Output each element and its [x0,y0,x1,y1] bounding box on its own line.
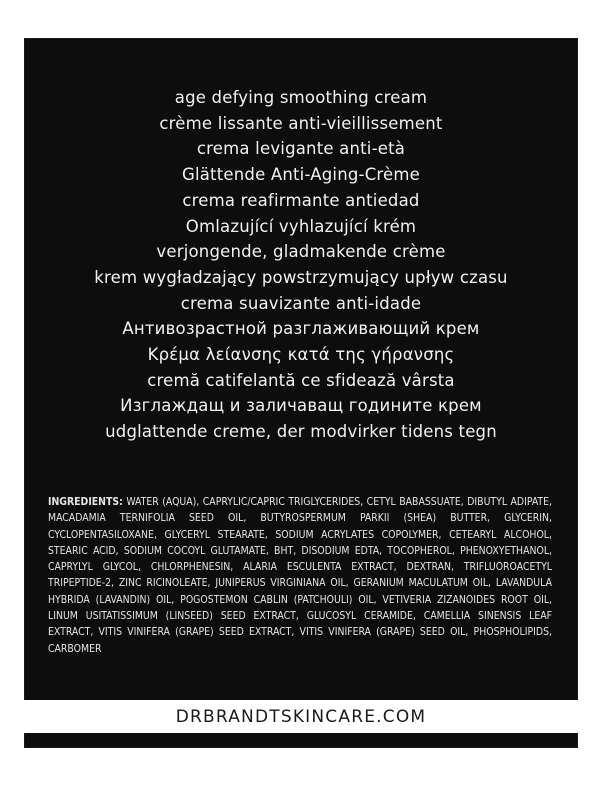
product-name-fr: crème lissante anti-vieillissement [159,113,443,133]
product-name-pl: krem wygładzający powstrzymujący upływ czasu [94,267,508,287]
product-name-pt: crema suavizante anti-idade [180,293,422,313]
ingredients-label: INGREDIENTS: [48,496,123,508]
ingredients-list: WATER (AQUA), CAPRYLIC/CAPRIC TRIGLYCERIDES, CETYL BABASSUATE, DIBUTYL ADIPATE, MACADAMIA TERNIFOLIA SEED OIL, BUTYROSPERMUM PARKII (SHEA) BUTTER, GLYCERIN, CYCLOPENTASILOXANE, GLYCERYL STEARATE, SODIUM ACRYLATES COPOLYMER, CETEARYL ALCOHOL, STEARIC ACID, SODIUM COCOYL GLUTAMATE, BHT, DISODIUM EDTA, TOCOPHEROL, PHENOXYETHANOL, CAPRYLYL GLYCOL, CHLORPHENESIN, ALARIA ESCULENTA EXTRACT, DEXTRAN, TRIFLUOROACETYL TRIPEPTIDE-2, ZINC RICINOLEATE, JUNIPERUS VIRGINIANA OIL, GERANIUM MACULATUM OIL, LAVANDULA HYBRIDA (LAVANDIN) OIL, POGOSTEMON CABLIN (PATCHOULI) OIL, VETIVERIA ZIZANOIDES ROOT OIL, LINUM USITATISSIMUM (LINSEED) SEED EXTRACT, GLUCOSYL CERAMIDE, CAMELLIA SINENSIS LEAF EXTRACT, VITIS VINIFERA (GRAPE) SEED EXTRACT, VITIS VINIFERA (GRAPE) SEED OIL, PHOSPHOLIPIDS, CARBOMER [48,496,553,655]
product-name-el: Κρέμα λείανσης κατά της γήρανσης [147,345,455,365]
website-url: DRBRANDTSKINCARE.COM [175,706,427,727]
product-name-nl: verjongende, gladmakende crème [156,242,446,262]
product-name-cs: Omlazující vyhlazující krém [185,216,417,236]
product-name-en: age defying smoothing cream [174,88,428,107]
product-name-bg: Изглаждащ и заличаващ годините крем [120,396,482,416]
product-packaging-panel [24,38,578,748]
ingredients-block [48,494,552,657]
website-band [24,700,578,733]
product-name-translations [24,85,578,445]
product-name-ru: Антивозрастной разглаживающий крем [122,319,480,339]
product-name-da: udglattende creme, der modvirker tidens tegn [105,422,497,442]
product-name-de: Glättende Anti-Aging-Crème [181,165,421,185]
product-name-ro: cremă catifelantă ce sfidează vârsta [147,370,455,390]
product-name-it: crema levigante anti-età [196,139,406,159]
product-name-es: crema reafirmante antiedad [182,190,420,210]
